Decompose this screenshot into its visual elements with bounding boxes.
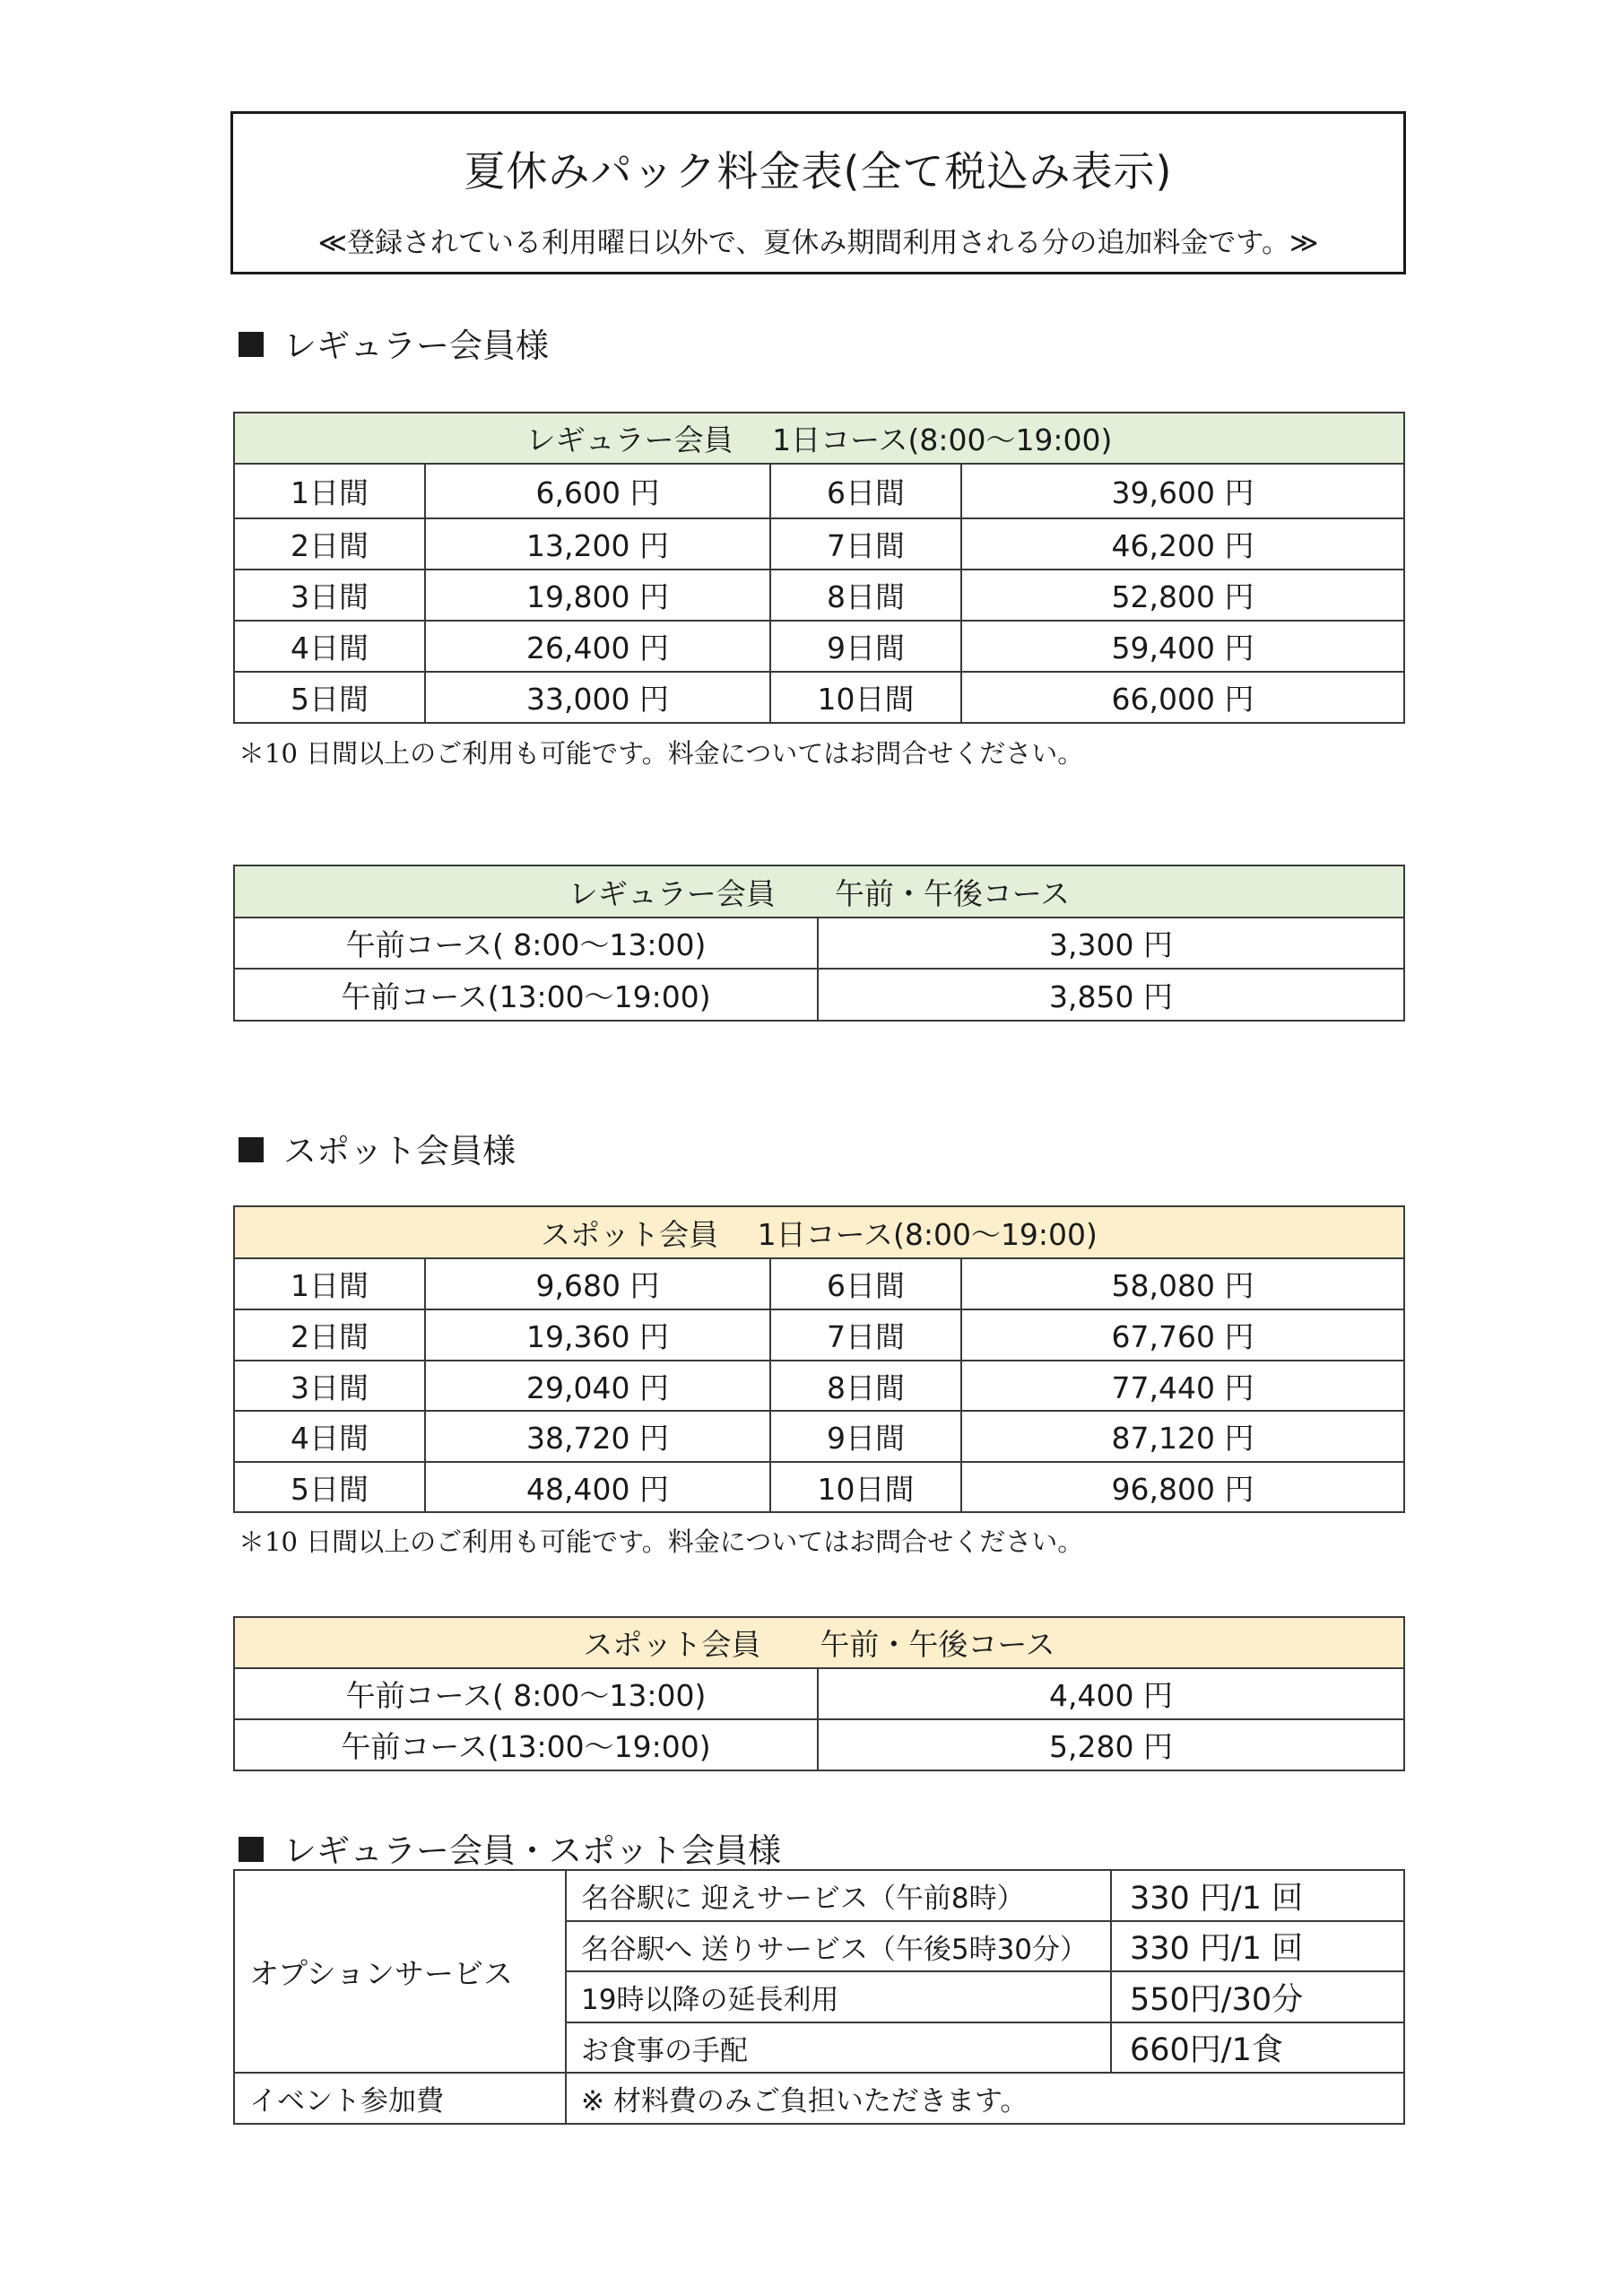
table-row	[234, 918, 1404, 969]
option-name-cell: 名谷駅に 迎えサービス（午前8時）	[566, 1870, 1111, 1921]
price-cell: 46,200 円	[961, 518, 1404, 570]
price-cell: 5,280 円	[818, 1719, 1404, 1770]
days-cell: 2日間	[234, 1309, 425, 1361]
event-label-cell: イベント参加費	[234, 2073, 566, 2124]
option-price-cell: 330 円/1 回	[1111, 1921, 1404, 1971]
price-cell: 59,400 円	[961, 621, 1404, 672]
square-bullet-icon	[239, 1837, 264, 1862]
title-box	[230, 111, 1406, 274]
price-cell: 26,400 円	[425, 621, 770, 672]
option-price-cell: 660円/1食	[1111, 2022, 1404, 2073]
days-cell: 5日間	[234, 1462, 425, 1512]
price-cell: 52,800 円	[961, 570, 1404, 621]
page-title: 夏休みパック料金表(全て税込み表示)	[464, 147, 1173, 196]
price-cell: 87,120 円	[961, 1411, 1404, 1462]
price-cell: 38,720 円	[425, 1411, 770, 1462]
days-cell: 3日間	[234, 1361, 425, 1411]
spot-fullday-table	[233, 1205, 1405, 1513]
table-note: ＊10 日間以上のご利用も可能です。料金についてはお問合せください。	[239, 1526, 1084, 1557]
days-cell: 3日間	[234, 570, 425, 621]
price-cell: 4,400 円	[818, 1668, 1404, 1719]
options-table	[233, 1869, 1405, 2125]
days-cell: 9日間	[770, 621, 961, 672]
price-cell: 13,200 円	[425, 518, 770, 570]
days-cell: 1日間	[234, 464, 425, 518]
table-row	[234, 1411, 1404, 1462]
table-row	[234, 1870, 1404, 1921]
days-cell: 10日間	[770, 1462, 961, 1512]
section-heading-options	[239, 1823, 781, 1872]
price-cell: 77,440 円	[961, 1361, 1404, 1411]
days-cell: 6日間	[770, 464, 961, 518]
table-caption: レギュラー会員 午前・午後コース	[234, 865, 1404, 918]
days-cell: 5日間	[234, 672, 425, 723]
table-row	[234, 1719, 1404, 1770]
table-row	[234, 1668, 1404, 1719]
days-cell: 4日間	[234, 621, 425, 672]
table-row	[234, 969, 1404, 1021]
course-cell: 午前コース(13:00～19:00)	[234, 969, 818, 1021]
section-heading-spot	[239, 1124, 516, 1172]
days-cell: 10日間	[770, 672, 961, 723]
table-row	[234, 1258, 1404, 1309]
table-row	[234, 621, 1404, 672]
table-caption: スポット会員 1日コース(8:00～19:00)	[234, 1206, 1404, 1258]
option-price-cell: 550円/30分	[1111, 1971, 1404, 2022]
table-caption: レギュラー会員 1日コース(8:00～19:00)	[234, 413, 1404, 464]
regular-fullday-table	[233, 412, 1405, 724]
square-bullet-icon	[239, 1137, 264, 1162]
section-title: レギュラー会員様	[283, 326, 549, 365]
price-cell: 66,000 円	[961, 672, 1404, 723]
option-label-cell: オプションサービス	[234, 1870, 566, 2073]
table-row	[234, 570, 1404, 621]
table-caption: スポット会員 午前・午後コース	[234, 1617, 1404, 1668]
table-row	[234, 464, 1404, 518]
price-cell: 3,300 円	[818, 918, 1404, 969]
page-subtitle: ≪登録されている利用曜日以外で、夏休み期間利用される分の追加料金です。≫	[317, 227, 1319, 259]
days-cell: 2日間	[234, 518, 425, 570]
days-cell: 6日間	[770, 1258, 961, 1309]
days-cell: 1日間	[234, 1258, 425, 1309]
price-cell: 19,800 円	[425, 570, 770, 621]
days-cell: 9日間	[770, 1411, 961, 1462]
section-title: スポット会員様	[283, 1132, 516, 1170]
table-row	[234, 1309, 1404, 1361]
table-row	[234, 1361, 1404, 1411]
square-bullet-icon	[239, 332, 264, 357]
days-cell: 4日間	[234, 1411, 425, 1462]
course-cell: 午前コース(13:00～19:00)	[234, 1719, 818, 1770]
days-cell: 8日間	[770, 1361, 961, 1411]
price-cell: 19,360 円	[425, 1309, 770, 1361]
days-cell: 8日間	[770, 570, 961, 621]
price-cell: 9,680 円	[425, 1258, 770, 1309]
table-row	[234, 1462, 1404, 1512]
price-cell: 48,400 円	[425, 1462, 770, 1512]
price-cell: 96,800 円	[961, 1462, 1404, 1512]
days-cell: 7日間	[770, 1309, 961, 1361]
table-row	[234, 518, 1404, 570]
price-cell: 29,040 円	[425, 1361, 770, 1411]
table-note: ＊10 日間以上のご利用も可能です。料金についてはお問合せください。	[239, 738, 1084, 769]
option-name-cell: お食事の手配	[566, 2022, 1111, 2073]
option-price-cell: 330 円/1 回	[1111, 1870, 1404, 1921]
price-cell: 39,600 円	[961, 464, 1404, 518]
spot-halfday-table	[233, 1616, 1405, 1771]
section-heading-regular	[239, 318, 549, 367]
price-cell: 6,600 円	[425, 464, 770, 518]
table-row	[234, 672, 1404, 723]
price-cell: 3,850 円	[818, 969, 1404, 1021]
course-cell: 午前コース( 8:00～13:00)	[234, 918, 818, 969]
price-cell: 58,080 円	[961, 1258, 1404, 1309]
days-cell: 7日間	[770, 518, 961, 570]
option-name-cell: 19時以降の延長利用	[566, 1971, 1111, 2022]
regular-halfday-table	[233, 865, 1405, 1022]
price-cell: 33,000 円	[425, 672, 770, 723]
table-row	[234, 2073, 1404, 2124]
option-name-cell: 名谷駅へ 送りサービス（午後5時30分）	[566, 1921, 1111, 1971]
section-title: レギュラー会員・スポット会員様	[283, 1831, 781, 1870]
event-text-cell: ※ 材料費のみご負担いただきます。	[566, 2073, 1404, 2124]
course-cell: 午前コース( 8:00～13:00)	[234, 1668, 818, 1719]
price-cell: 67,760 円	[961, 1309, 1404, 1361]
